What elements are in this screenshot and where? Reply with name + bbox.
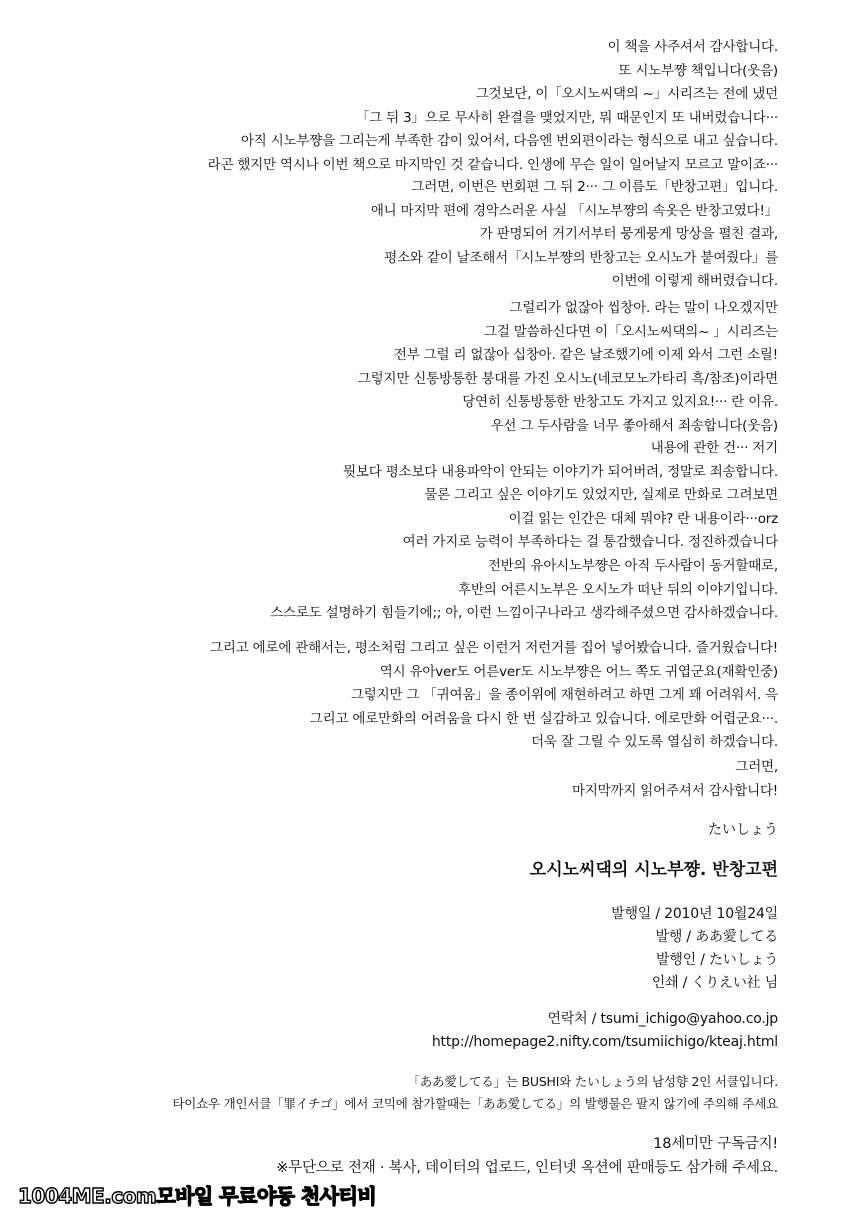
text-line: 「ああ愛してる」는 BUSHI와 たいしょう의 남성향 2인 서클입니다. (407, 1074, 778, 1089)
text-line: 그렇지만 그 「귀여움」을 종이위에 재현하려고 하면 그게 꽤 어려워서. 윽 (350, 687, 778, 703)
site-watermark: 1004ME.com모바일 무료야동 천사티비 (18, 1184, 377, 1208)
text-line: 그리고 에로만화의 어려움을 다시 한 번 실감하고 있습니다. 에로만화 어렵군요···. (309, 710, 778, 727)
afterword-paragraph-6 (210, 637, 778, 755)
publisher: 발행 / ああ愛してる (655, 929, 778, 945)
text-line: 이걸 읽는 인간은 대체 뭐야? 란 내용이라···orz (508, 510, 778, 527)
text-line: 그러면, 이번은 번회편 그 뒤 2··· 그 이름도「반창고편」입니다. (411, 179, 778, 195)
afterword-closing (572, 756, 778, 803)
afterword-paragraph-2 (371, 176, 778, 294)
text-line: 이 책을 사주셔서 감사합니다. (607, 39, 778, 55)
contact-email: 연락처 / tsumi_ichigo@yahoo.co.jp (547, 1011, 778, 1027)
colophon-details (611, 903, 778, 995)
afterword-paragraph-1 (208, 36, 778, 177)
text-line: 이번에 이렇게 해버렸습니다. (611, 273, 778, 289)
text-line: 전반의 유아시노부쨩은 아직 두사람이 동거할때로, (487, 558, 778, 574)
text-line: 평소와 같이 날조해서「시노부쨩의 반창고는 오시노가 붙여줬다」를 (384, 249, 778, 266)
publish-date: 발행일 / 2010년 10월24일 (611, 906, 778, 922)
homepage-url: http://homepage2.nifty.com/tsumiichigo/kteaj.html (431, 1034, 778, 1050)
text-line: 그걸 말씀하신다면 이「오시노씨댁의~ 」시리즈는 (484, 323, 778, 340)
text-line: 마지막까지 읽어주셔서 감사합니다! (571, 782, 778, 799)
circle-notes (172, 1071, 778, 1115)
text-line: 또 시노부쨩 책입니다(웃음) (618, 62, 778, 79)
text-line: 내용에 관한 건··· 저기 (650, 440, 778, 456)
colophon-contact (432, 1008, 778, 1054)
text-line: 스스로도 설명하기 힘들기에;; 아, 이런 느낌이구나라고 생각해주셨으면 감사하겠습니다. (270, 605, 778, 621)
text-line: 당연히 신통방통한 반창고도 가지고 있지요!··· 란 이유. (462, 394, 778, 410)
text-line: 아직 시노부쨩을 그리는게 부족한 감이 있어서, 다음엔 번외편이라는 형식으로 내고 싶습니다. (240, 133, 778, 149)
text-line: 여러 가지로 능력이 부족하다는 걸 통감했습니다. 정진하겠습니다 (402, 534, 778, 550)
text-line: 우선 그 두사람을 너무 좋아해서 죄송합니다(웃음) (490, 417, 778, 434)
text-line: 역시 유아ver도 어른ver도 시노부쨩은 어느 쪽도 귀엽군요(재확인중) (379, 663, 778, 680)
text-line: 그것보단, 이「오시노씨댁의 ~」시리즈는 전에 냈던 (475, 86, 778, 102)
printer: 인쇄 / くりえい社 님 (651, 975, 778, 991)
afterword-paragraph-3 (358, 297, 778, 438)
text-line: 후반의 어른시노부은 오시노가 떠난 뒤의 이야기입니다. (458, 581, 778, 598)
text-line: 전부 그럴 리 없잖아 십창아. 같은 날조했기에 이제 와서 그런 소릴! (393, 347, 778, 363)
author-signature: たいしょう (708, 822, 778, 838)
text-line: 타이쇼우 개인서클「罪イチゴ」에서 코믹에 참가할때는「ああ愛してる」의 발행물은 팔지 않기에 주의해 주세요 (172, 1096, 778, 1111)
text-line: 라곤 했지만 역시나 이번 책으로 마지막인 것 같습니다. 인생에 무슨 일이 일어날지 모르고 말이죠··· (207, 156, 778, 173)
text-line: 「그 뒤 3」으로 무사히 완결을 맺었지만, 뭐 때문인지 또 내버렸습니다··· (355, 109, 778, 126)
book-title: 오시노씨댁의 시노부쨩. 반창고편 (529, 860, 778, 880)
text-line: 그리고 에로에 관해서는, 평소처럼 그리고 싶은 이런거 저런거를 집어 넣어봤습니다. 즐거웠습니다! (210, 640, 778, 656)
reproduction-notice: ※무단으로 전재 · 복사, 데이터의 업로드, 인터넷 옥션에 판매등도 삼가해 주세요. (276, 1160, 778, 1176)
issuer: 발행인 / たいしょう (656, 952, 778, 968)
afterword-paragraph-4 (343, 437, 778, 555)
age-restriction: 18세미만 구독금지! (653, 1136, 778, 1152)
text-line: 물론 그리고 싶은 이야기도 있었지만, 실제로 만화로 그려보면 (424, 487, 778, 503)
text-line: 애니 마지막 편에 경악스러운 사실 「시노부쨩의 속옷은 반창고였다!」 (370, 202, 778, 219)
text-line: 뭣보다 평소보다 내용파악이 안되는 이야기가 되어버려, 정말로 죄송합니다. (343, 463, 778, 480)
text-line: 더욱 잘 그릴 수 있도록 열심히 하겠습니다. (531, 734, 778, 750)
text-line: 그럴리가 없잖아 씹창아. 라는 말이 나오겠지만 (509, 300, 778, 316)
text-line: 그러면, (735, 759, 778, 775)
text-line: 가 판명되어 거기서부터 뭉게뭉게 망상을 펼친 결과, (479, 226, 778, 242)
afterword-paragraph-5 (270, 555, 778, 626)
copyright-warning (276, 1132, 778, 1180)
text-line: 그렇지만 신통방통한 붕대를 가진 오시노(네코모노가타리 흑/참조)이라면 (357, 370, 778, 387)
